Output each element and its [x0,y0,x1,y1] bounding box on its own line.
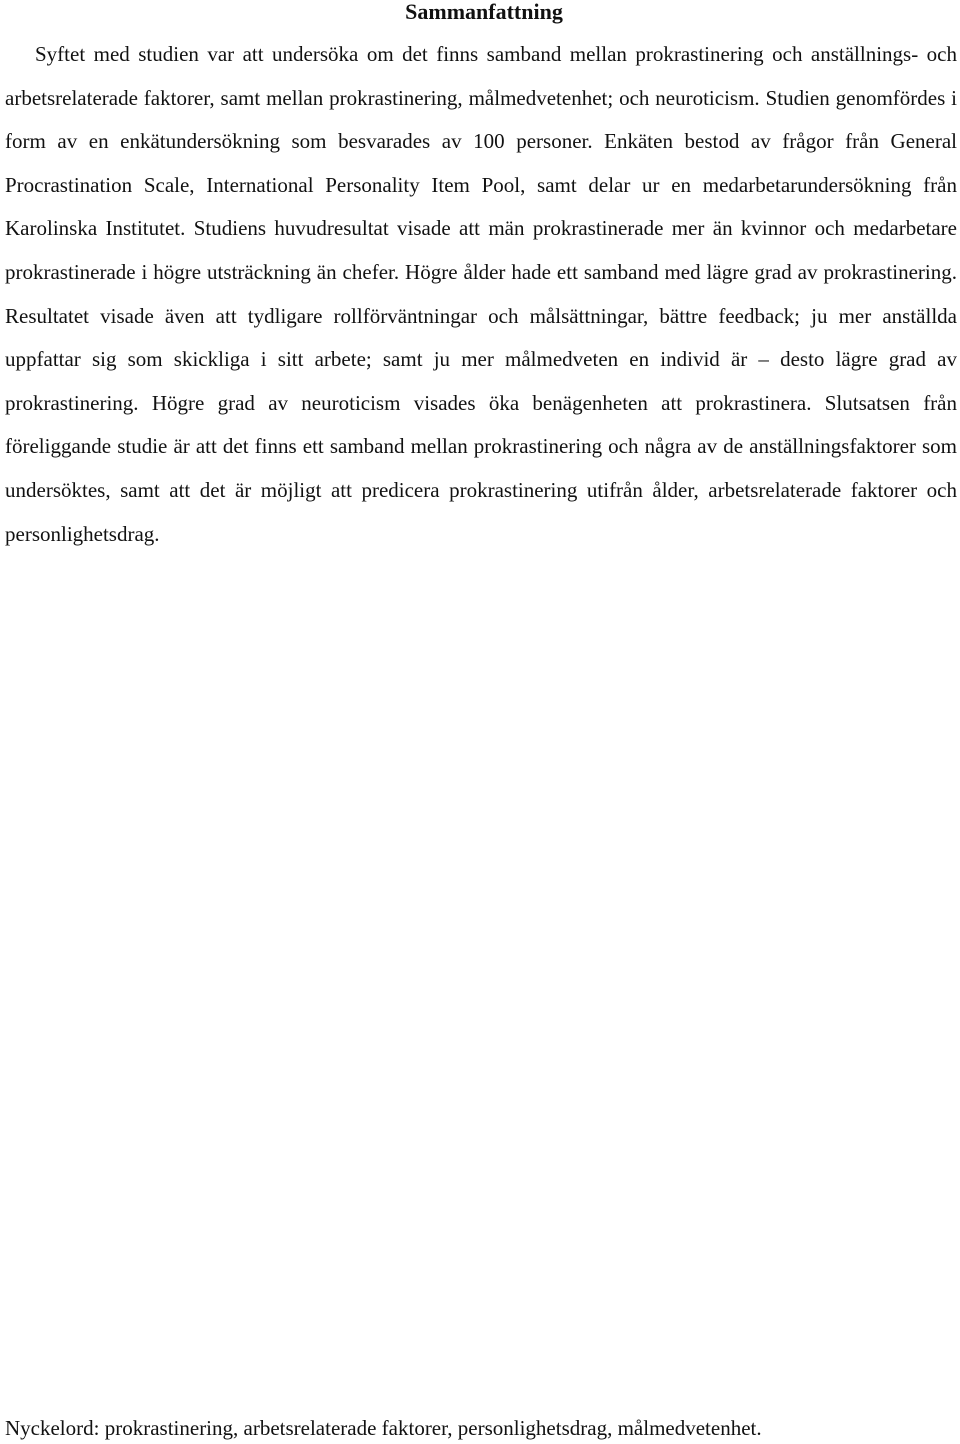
keywords-line: Nyckelord: prokrastinering, arbetsrelaterade faktorer, personlighetsdrag, målmedvetenhet. [5,1416,762,1440]
abstract-paragraph: Syftet med studien var att undersöka om det finns samband mellan prokrastinering och anställnings- och arbetsrelaterade faktorer, samt mellan prokrastinering, målmedvetenhet; och neuroticism. Studien genomfördes i form av en enkätundersökning som besvarades av 100 personer. Enkäten bestod av frågor från General Procrastination Scale, International Personality Item Pool, samt delar ur en medarbetarundersökning från Karolinska Institutet. Studiens huvudresultat visade att män prokrastinerade mer än kvinnor och medarbetare prokrastinerade i högre utsträckning än chefer. Högre ålder hade ett samband med lägre grad av prokrastinering. Resultatet visade även att tydligare rollförväntningar och målsättningar, bättre feedback; ju mer anställda uppfattar sig som skickliga i sitt arbete; samt ju mer målmedveten en individ är – desto lägre grad av prokrastinering. Högre grad av neuroticism visades öka benägenheten att prokrastinera. Slutsatsen från föreliggande studie är att det finns ett samband mellan prokrastinering och några av de anställningsfaktorer som undersöktes, samt att det är möjligt att predicera prokrastinering utifrån ålder, arbetsrelaterade faktorer och personlighetsdrag. [5,42,957,546]
page-title: Sammanfattning [405,0,563,24]
